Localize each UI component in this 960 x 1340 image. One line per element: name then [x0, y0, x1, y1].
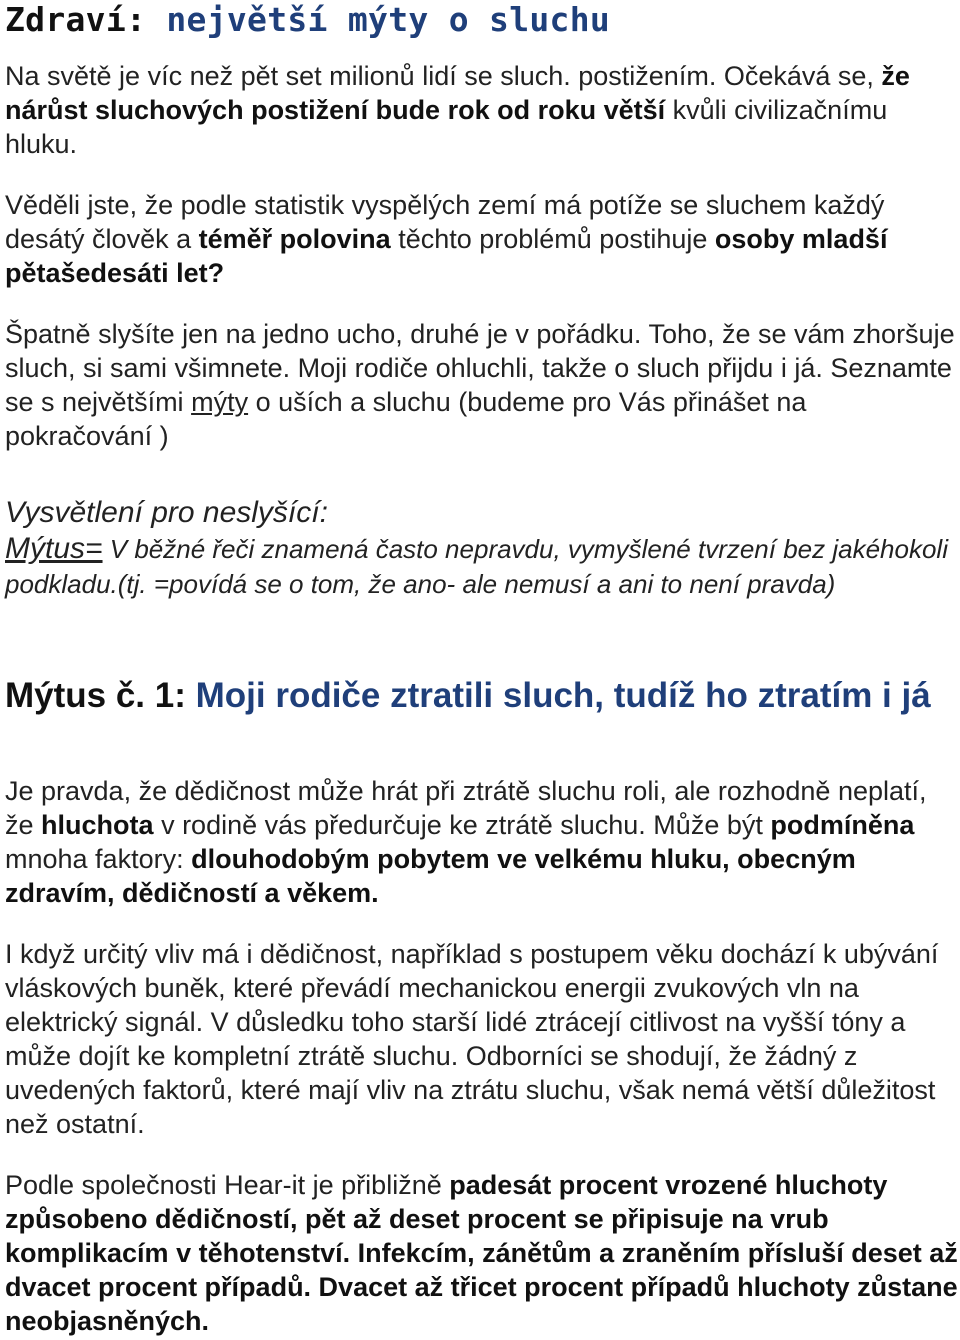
myth-1-p1-text: Je pravda, že dědičnost může hrát při ztrátě sluchu roli, ale rozhodně neplatí, že [5, 776, 927, 840]
myth-1-heading [5, 673, 960, 719]
intro-p1-bold: že nárůst sluchových postižení bude rok od roku větší [5, 61, 910, 125]
intro-paragraph-1 [5, 59, 960, 161]
intro-paragraph-2 [5, 188, 960, 290]
myth-1-p1-bold-list: dlouhodobým pobytem ve velkému hluku, obecným zdravím, dědičností a věkem. [5, 844, 856, 908]
myth-1-paragraph-1 [5, 774, 960, 910]
intro-p2-bold-age: osoby mladší pětašedesáti let? [5, 224, 888, 288]
myth-1-p3-bold: padesát procent vrozené hluchoty způsobeno dědičností, pět až deset procent se připisuje na vrub komplikacím v těhotenství. Infekcím, zánětům a zraněním přísluší deset až dvacet procent případů. Dvacet až třicet procent případů hluchoty zůstane neobjasněných. [5, 1170, 958, 1336]
document-title [5, 0, 610, 40]
myth-1-p1-factors: mnoha faktory: [5, 844, 184, 874]
myth-definition: V běžné řeči znamená často nepravdu, vymyšlené tvrzení bez jakéhokoli podkladu.(tj. =povídá se o tom, že ano- ale nemusí a ani to není pravda) [5, 534, 948, 599]
myth-1-p3-text: Podle společnosti Hear-it je přibližně [5, 1170, 442, 1200]
intro-p2-text: Věděli jste, že podle statistik vyspělých zemí má potíže se sluchem každý desátý člověk a [5, 190, 885, 254]
myth-1-p1-bold-deafness: hluchota [41, 810, 154, 840]
myth-1-paragraph-3 [5, 1168, 960, 1338]
title-main: největší mýty o sluchu [166, 0, 611, 39]
intro-p1-end: kvůli civilizačnímu hluku. [5, 95, 888, 159]
myth-1-p1-mid: v rodině vás předurčuje ke ztrátě sluchu. Může být [161, 810, 763, 840]
intro-p3-text: Špatně slyšíte jen na jedno ucho, druhé je v pořádku. Toho, že se vám zhoršuje sluch, si sami všimnete. Moji rodiče ohluchli, takže o sluch přijdu i já. Seznamte se s největšími [5, 319, 955, 417]
myth-1-p1-bold-conditioned: podmíněna [770, 810, 915, 840]
myths-link[interactable]: mýty [191, 387, 249, 417]
explanation-heading: Vysvětlení pro neslyšící: [5, 496, 328, 529]
intro-p2-mid: těchto problémů postihuje [398, 224, 708, 254]
intro-p3-end: o uších a sluchu (budeme pro Vás přinášet na pokračování ) [5, 387, 807, 451]
intro-p2-bold-half: téměř polovina [198, 224, 391, 254]
explanation-body [5, 531, 960, 602]
explanation-box [5, 495, 960, 602]
intro-paragraph-3 [5, 317, 960, 453]
myth-1-title: Moji rodiče ztratili sluch, tudíž ho ztratím i já [195, 676, 931, 715]
intro-p1-text: Na světě je víc než pět set milionů lidí se sluch. postižením. Očekává se, [5, 61, 874, 91]
title-prefix: Zdraví: [5, 0, 147, 39]
myth-term: Mýtus= [5, 532, 103, 565]
myth-1-paragraph-2: I když určitý vliv má i dědičnost, například s postupem věku dochází k ubývání vláskových buněk, které převádí mechanickou energii zvukových vln na elektrický signál. V důsledku toho starší lidé ztrácejí citlivost na vyšší tóny a může dojít ke kompletní ztrátě sluchu. Odborníci se shodují, že žádný z uvedených faktorů, které mají vliv na ztrátu sluchu, však nemá větší důležitost než ostatní. [5, 939, 939, 1139]
myth-1-number: Mýtus č. 1: [5, 676, 186, 715]
